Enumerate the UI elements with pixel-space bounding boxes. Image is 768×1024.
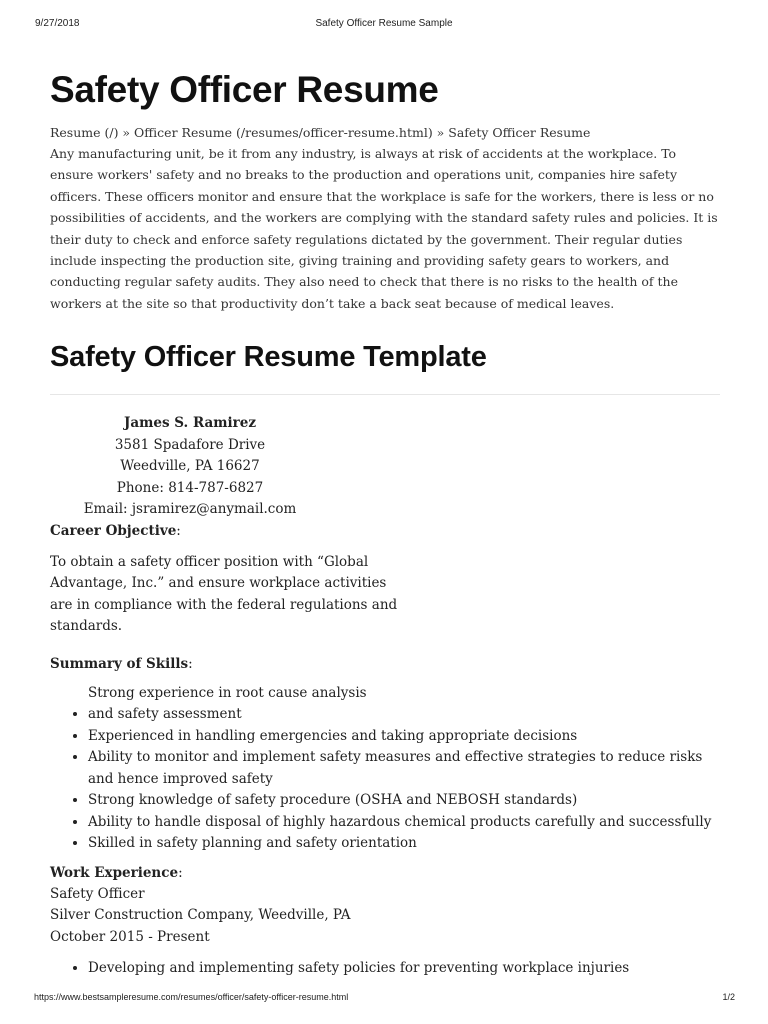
template-heading: Safety Officer Resume Template — [50, 341, 487, 374]
phone: Phone: 814-787-6827 — [116, 479, 264, 496]
list-item: • Ability to handle disposal of highly hazardous chemical products carefully and successfully — [88, 812, 722, 834]
resume-name: James S. Ramirez — [123, 415, 257, 432]
duties-list — [50, 958, 722, 980]
skills-heading: Summary of Skills: — [50, 655, 193, 672]
page-content — [50, 66, 722, 980]
print-title: Safety Officer Resume Sample — [315, 18, 453, 29]
company: Silver Construction Company, Weedville, PA — [50, 907, 351, 924]
job-dates: October 2015 - Present — [50, 928, 210, 945]
breadcrumb[interactable]: Resume (/) » Officer Resume (/resumes/officer-resume.html) » Safety Officer Resume — [50, 125, 591, 140]
contact-block — [50, 413, 330, 521]
email: Email: jsramirez@anymail.com — [83, 501, 297, 518]
print-header — [0, 18, 768, 32]
skills-list — [50, 683, 722, 855]
list-item: • Skilled in safety planning and safety orientation — [88, 833, 722, 855]
page-number: 1/2 — [722, 992, 735, 1002]
job-title: Safety Officer — [50, 885, 145, 902]
address-line-2: Weedville, PA 16627 — [120, 458, 260, 475]
list-item: • Strong knowledge of safety procedure (OSHA and NEBOSH standards) — [88, 790, 722, 812]
print-footer — [0, 992, 768, 1006]
list-item: • Strong experience in root cause analysis and safety assessment — [88, 683, 722, 726]
intro-paragraph: Any manufacturing unit, be it from any industry, is always at risk of accidents at the workplace. To ensure workers' safety and no breaks to the production and operations unit, companies hire safety officers. These officers monitor and ensure that the workplace is safe for the workers, there is less or no possibilities of accidents, and the workers are complying with the standard safety rules and policies. It is their duty to check and enforce safety regulations dictated by the government. Their regular duties include inspecting the production site, giving training and providing safety gears to workers, and conducting regular safety audits. They also need to check that there is no risks to the health of the workers at the site so that productivity don’t take a back seat because of medical leaves. — [50, 146, 718, 311]
objective-heading: Career Objective: — [50, 522, 181, 539]
address-line-1: 3581 Spadafore Drive — [114, 436, 266, 453]
page-title: Safety Officer Resume — [50, 69, 439, 110]
work-heading: Work Experience: — [50, 864, 183, 881]
print-date: 9/27/2018 — [35, 18, 80, 29]
list-item: • Ability to monitor and implement safety measures and effective strategies to reduce risks and hence improved safety — [88, 747, 722, 790]
objective-text: To obtain a safety officer position with “Global Advantage, Inc.” and ensure workplace activities are in compliance with the federal regulations and standards. — [50, 553, 398, 635]
divider — [50, 394, 720, 395]
list-item: • Developing and implementing safety policies for preventing workplace injuries — [88, 958, 722, 980]
list-item: • Experienced in handling emergencies and taking appropriate decisions — [88, 726, 722, 748]
print-url[interactable]: https://www.bestsampleresume.com/resumes/officer/safety-officer-resume.html — [34, 992, 349, 1002]
